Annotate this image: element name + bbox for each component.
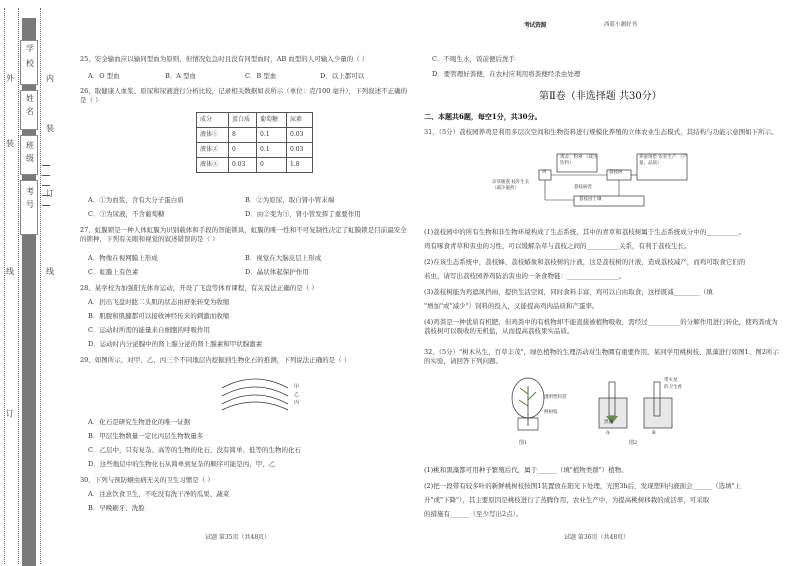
figure-1 xyxy=(504,376,564,436)
option: C．乙层中，只有复杂、高等的生物的化石，没有简单、低等的生物的化石 xyxy=(88,446,301,454)
dotted-line xyxy=(18,8,19,564)
option: D．由②变为③，肾小管发挥了重要作用 xyxy=(245,210,361,218)
table-cell: 8 xyxy=(229,128,257,143)
option: A．化石是研究生物进化的唯一证据 xyxy=(88,418,191,426)
figure-label: 桃树枝 xyxy=(544,410,558,415)
dotted-line xyxy=(4,8,5,564)
option: C．③为尿液，不含葡萄糖 xyxy=(88,210,165,218)
inner-label: 订 xyxy=(46,189,54,198)
dash xyxy=(42,195,50,196)
outer-label: 装 xyxy=(6,139,14,148)
diagram-label: 杂草随荔 枝叶生长 （减少施药） xyxy=(492,180,530,192)
question-30: 30、下列与预防蛔虫病无关的卫生习惯是（ ） xyxy=(80,476,214,484)
logo xyxy=(524,22,546,30)
figure-caption: 图1 xyxy=(519,440,528,446)
left-page xyxy=(80,0,420,566)
table-row xyxy=(197,143,313,158)
figure-label: B xyxy=(652,430,656,436)
page-footer: 试题 第36页（共48页） xyxy=(564,533,630,541)
binding-label: 级 xyxy=(26,154,34,163)
table-header-cell: 尿素 xyxy=(287,113,313,128)
question-29: 29、如图所示，对甲、乙、丙三个不同地层内挖掘到生物化石的推测，下列说法正确的是（ ） xyxy=(80,356,351,364)
figure-label: A xyxy=(606,430,610,436)
dash xyxy=(42,175,50,176)
binding-label: 号 xyxy=(26,200,34,209)
answer-line: (1)桃和黑藻都可用种子繁殖后代，属于______（填"植物类群"）植物。 xyxy=(424,466,628,474)
option: D．要管理好粪便，在农村应利用将粪便经杀虫处理 xyxy=(432,70,581,78)
answer-line: (1)荔枝园中的所有生物和非生物环境构成了生态系统，其中的青草和荔枝树属于生态系统成分中的__________。 xyxy=(424,228,746,236)
figure-label: 带火星 xyxy=(664,378,678,383)
outer-label: 订 xyxy=(6,409,14,418)
inner-label: 线 xyxy=(46,267,54,276)
figure-label: 黑藻 xyxy=(604,420,613,425)
question-25: 25、安全输血应以输同型血为原则，但情况危急时且没有同型血时，AB 血型的人可输入少量的（ ） xyxy=(80,55,369,63)
stratum-label: 乙 xyxy=(294,392,300,398)
section-subtitle: 二、本题共6题，每空1分，共30分。 xyxy=(424,112,542,121)
question-26: 26、取健康人血浆、原尿和尿液进行分析比较，记录相关数据如表所示（单位：克/100 毫升），下列叙述不正确的是（ ） xyxy=(80,87,408,104)
stratum-label: 丙 xyxy=(294,400,300,406)
binding-label: 姓 xyxy=(26,94,34,103)
option: B．早晚刷牙、洗脸 xyxy=(88,504,145,512)
dash xyxy=(42,205,50,206)
binding-label: 校 xyxy=(26,59,34,68)
table-cell: 液体③ xyxy=(197,158,229,173)
strata-figure xyxy=(220,370,290,412)
option: C．运动时所需的能量来自细胞的呼吸作用 xyxy=(88,326,210,334)
table-cell: 1.8 xyxy=(287,158,313,173)
table-cell: 0 xyxy=(257,158,287,173)
question-32: 32、（5分）"树木丛生，百草丰茂"，绿色植物的生理活动对生物圈有重要作用。某同学用桃树枝、黑藻进行如图1、图2所示的实验，请回答下列问题。 xyxy=(424,348,779,365)
table-header-cell: 成分 xyxy=(197,113,229,128)
option: D．运动时内分泌腺中的肾上腺分泌的肾上腺素和甲状腺激素 xyxy=(88,340,263,348)
header-text: 西蓝小测好书 xyxy=(604,22,638,28)
diagram-label: 鸡 xyxy=(542,170,547,175)
question-27: 27、虹膜锁是一种人体虹膜为识别载体和手段的智能锁具，虹膜的唯一性和不可复制性决定了虹膜锁是目前最安全的锁种，下列有关眼和视觉的叙述错误的是（ ） xyxy=(80,226,407,243)
binding-label: 考 xyxy=(26,187,34,196)
stratum-label: 甲 xyxy=(294,384,300,390)
diagram-label: 荔枝树 xyxy=(609,170,623,175)
diagram-label: 荔枝病害 xyxy=(574,185,592,190)
answer-line: 若虫，请写出荔枝园养鸡防治害虫的一条食物链：________________。 xyxy=(424,272,626,280)
option: A．注意饮食卫生，不吃没有洗干净的瓜果、蔬菜 xyxy=(88,490,230,498)
right-page xyxy=(424,0,794,566)
outer-label: 外 xyxy=(6,74,14,83)
table-row xyxy=(197,128,313,143)
table-cell: 0 xyxy=(229,143,257,158)
option: A．物像在视网膜上形成 xyxy=(88,254,158,262)
question-31: 31、（5分）荔枝园养鸡是利用多层次空间和生物资料进行规模化养殖的立体农业生态模式，其结构与功能示意图如下所示。 xyxy=(424,128,778,136)
binding-label: 名 xyxy=(26,107,34,116)
answer-line: "增加"或"减少"）饲料的投入，又能提高鸡肉品质和产蛋率。 xyxy=(424,302,599,310)
option: B．②为原尿，取自肾小管末端 xyxy=(245,196,335,204)
section-title: 第Ⅱ卷（非选择题 共30分） xyxy=(539,91,662,102)
page-footer: 试题 第35页（共48页） xyxy=(205,533,271,541)
diagram-label: 鸡舍、粉翠 （减少饮料） xyxy=(560,155,598,167)
table-cell: 0.03 xyxy=(287,143,313,158)
data-table xyxy=(196,112,313,173)
option: B．A 型血 xyxy=(165,72,197,80)
inner-label: 装 xyxy=(46,124,54,133)
option: B．视觉在大脑皮层上形成 xyxy=(245,254,322,262)
table-cell: 液体① xyxy=(197,128,229,143)
table-row xyxy=(197,158,313,173)
table-cell: 0.1 xyxy=(257,128,287,143)
outer-label: 线 xyxy=(6,267,14,276)
diagram-label: 养蚕场垫 农业生产 （产量、品质） xyxy=(639,155,687,167)
option: C．不喝生水，饭前便后洗手 xyxy=(432,55,515,63)
option: A．扔出飞盘时肱二头肌的状态由舒张转变为收缩 xyxy=(88,298,230,306)
figure-caption: 图2 xyxy=(629,440,638,446)
binding-label: 学 xyxy=(26,44,34,53)
option: D．以上都可以 xyxy=(320,72,365,80)
binding-strip xyxy=(0,0,60,566)
option: B．肌腹和肌腱都可以接收神经传来的刺激而收缩 xyxy=(88,312,230,320)
option: A．O 型血 xyxy=(88,72,120,80)
dash xyxy=(42,165,50,166)
table-cell: 0.03 xyxy=(229,158,257,173)
answer-line: 的措施有______（至少写出2点）。 xyxy=(424,510,523,518)
binding-label: 班 xyxy=(26,141,34,150)
table-header-cell: 蛋白质 xyxy=(229,113,257,128)
table-header-cell: 葡萄糖 xyxy=(257,113,287,128)
answer-line: (2)在该生态系统中，荔枝蜂、荔枝蝽象和荔枝树的汁液，这是荔枝树的汁液，造成荔枝减产，而鸡可取食它们的 xyxy=(424,258,746,266)
option: A．①为血浆，含有大分子蛋白质 xyxy=(88,196,184,204)
diagram-label: 荔枝园土壤 xyxy=(579,197,602,202)
table-header xyxy=(197,113,313,128)
option: D．这些地层中的生物化石从简单到复杂的顺序可能是丙、甲、乙 xyxy=(88,460,276,468)
option: C．B 型血 xyxy=(245,72,277,80)
dash xyxy=(42,185,50,186)
answer-line: 升"或"下降"），其主要原因是桃枝进行了蒸腾作用，农业生产中，为提高桃树移栽的成活率，可采取 xyxy=(424,496,710,504)
question-28: 28、某学校为加强阳光体育运动，开设了飞盘等体育课程，有关说法正确的是（ ） xyxy=(80,284,318,292)
answer-line: (3)荔枝树能为鸡遮风挡雨，提供生活空间，同时食料丰富，鸡可以自由取食，这样既减________（填 xyxy=(424,288,713,296)
table-cell: 0.03 xyxy=(287,128,313,143)
answer-line: (2)把一段带有较多叶的新鲜桃树枝按图1装置放在阳光下处理，光照3h后，发现塑料内液面会______（选填"上 xyxy=(424,482,742,490)
figure-label: 的卫生香 xyxy=(664,385,682,390)
answer-line: (4)鸡粪是一种优质有机肥，但鸡粪中的有机物却不能直接被植物吸收，需经过__________的分解作用进行转化，使鸡粪成为荔枝树可以吸收的无机盐，从而提高荔枝果实品质。 xyxy=(424,318,778,335)
logo-text: 考试资源 xyxy=(524,22,547,29)
option: D．晶状体起保护作用 xyxy=(245,268,309,276)
table-cell: 液体② xyxy=(197,143,229,158)
option: B．甲层生物数量一定比丙层生物数量多 xyxy=(88,432,204,440)
option: C．虹膜上有色素 xyxy=(88,268,139,276)
table-cell: 0.1 xyxy=(257,143,287,158)
figure-label: 透明塑料袋 xyxy=(544,395,567,400)
dotted-line xyxy=(40,8,41,564)
inner-label: 内 xyxy=(46,74,54,83)
answer-line: 鸡有啄食青草和害虫的习性，可以缓解杂草与荔枝之间的__________关系，有利于荔枝生长。 xyxy=(424,242,691,250)
